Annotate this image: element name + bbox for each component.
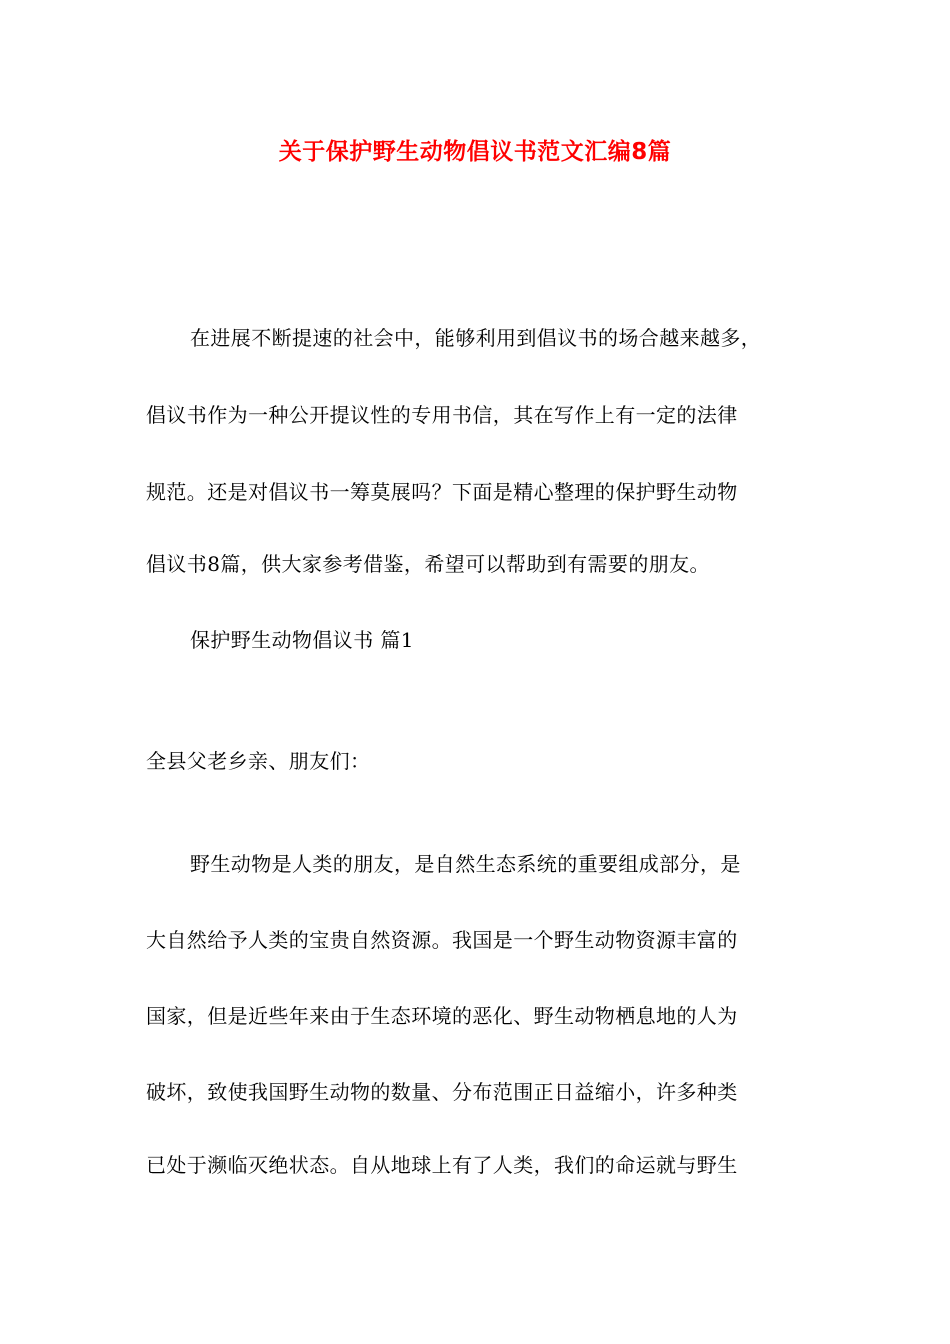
intro-line-3: 规范。还是对倡议书一筹莫展吗？下面是精心整理的保护野生动物	[146, 480, 738, 504]
body-line-5: 已处于濒临灭绝状态。自从地球上有了人类，我们的命运就与野生	[146, 1153, 738, 1177]
body-line-2: 大自然给予人类的宝贵自然资源。我国是一个野生动物资源丰富的	[146, 928, 738, 952]
intro-line-4: 倡议书8篇，供大家参考借鉴，希望可以帮助到有需要的朋友。	[146, 552, 710, 576]
body-line-3: 国家，但是近些年来由于生态环境的恶化、野生动物栖息地的人为	[146, 1004, 738, 1028]
section-heading: 保护野生动物倡议书 篇1	[190, 628, 414, 652]
document-title: 关于保护野生动物倡议书范文汇编8篇	[278, 139, 672, 165]
body-line-1: 野生动物是人类的朋友，是自然生态系统的重要组成部分，是	[190, 852, 741, 876]
intro-line-1: 在进展不断提速的社会中，能够利用到倡议书的场合越来越多，	[190, 326, 762, 350]
intro-line-2: 倡议书作为一种公开提议性的专用书信，其在写作上有一定的法律	[146, 403, 738, 427]
body-line-4: 破坏，致使我国野生动物的数量、分布范围正日益缩小，许多种类	[146, 1080, 738, 1104]
salutation: 全县父老乡亲、朋友们：	[146, 749, 371, 773]
